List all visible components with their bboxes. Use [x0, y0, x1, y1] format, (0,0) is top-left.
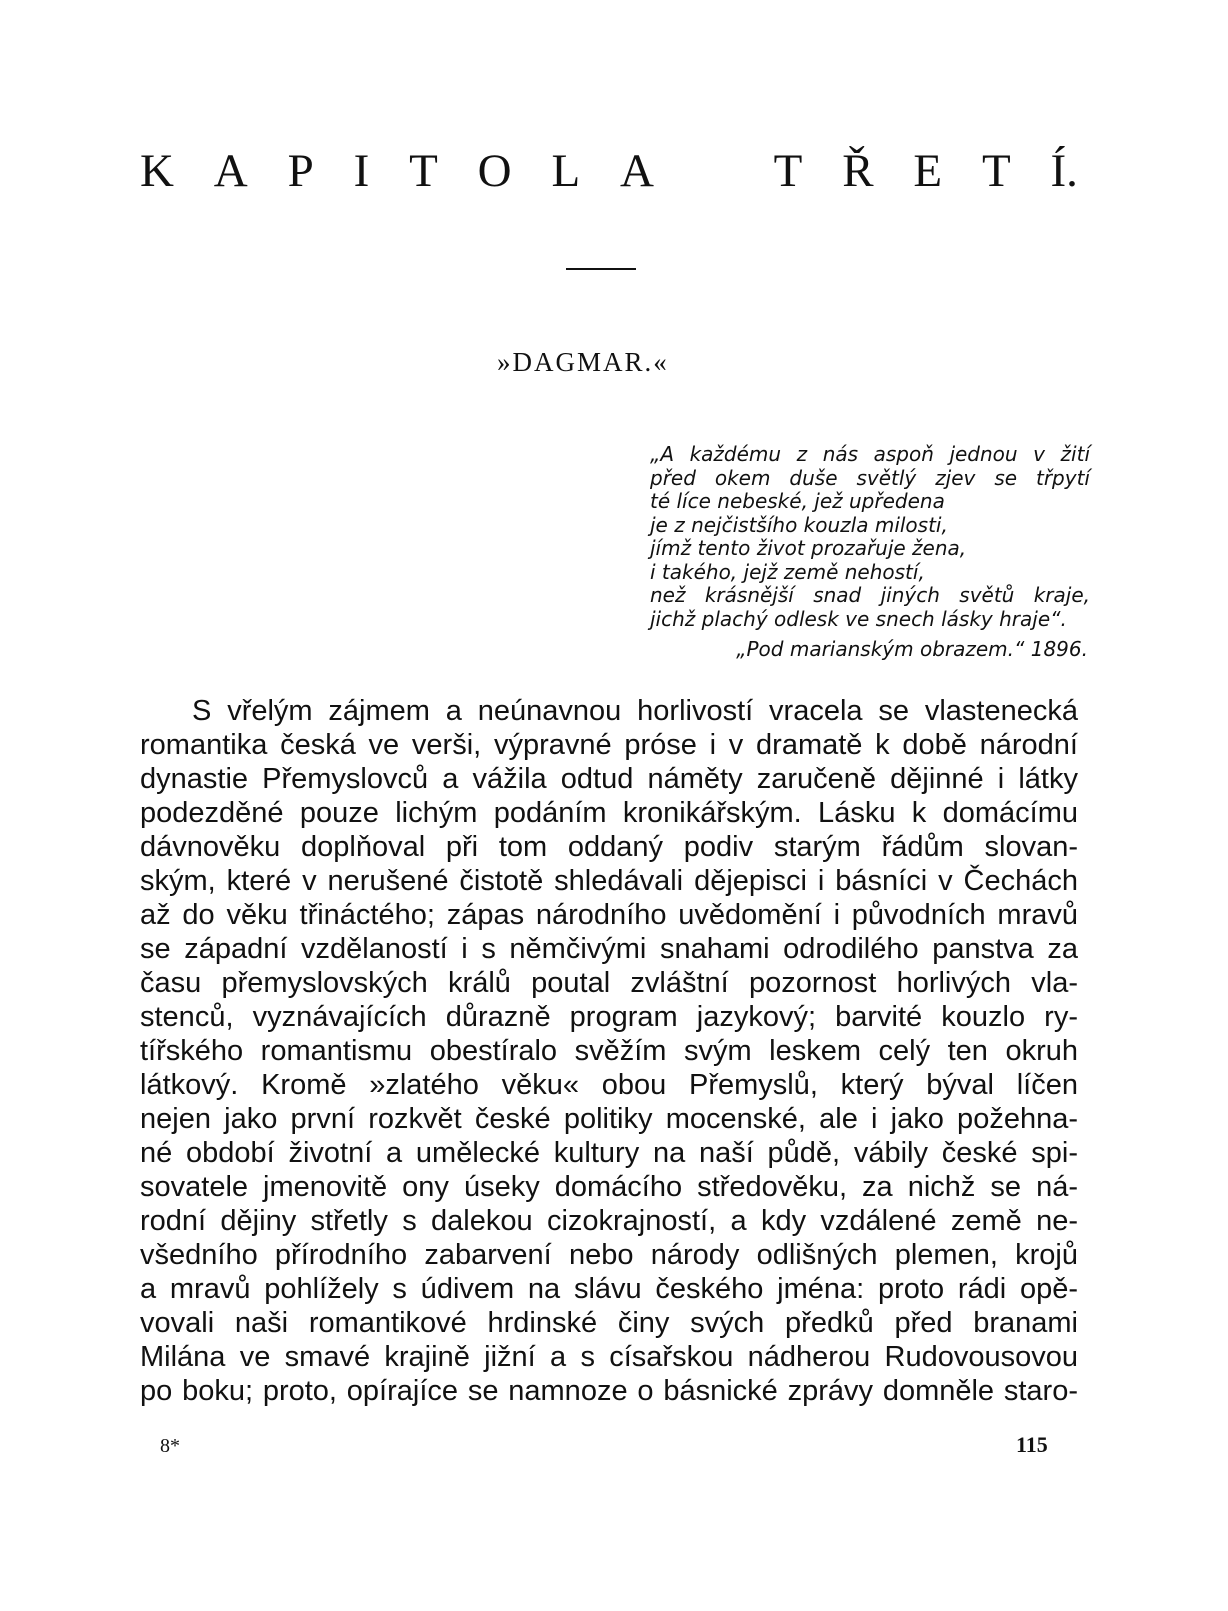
body-line: sovatele jmenovitě ony úseky domácího středověku, za nichž se ná-	[140, 1171, 1078, 1203]
body-line: času přemyslovských králů poutal zvláštní pozornost horlivých vla-	[140, 967, 1078, 999]
motto-line: „A každému z nás aspoň jednou v žití	[650, 442, 1090, 466]
chapter-title-letter: Í.	[1050, 145, 1078, 197]
body-line: a mravů pohlížely s údivem na slávu českého jména: proto rádi opě-	[140, 1273, 1078, 1305]
chapter-title-letter: P	[287, 145, 314, 197]
motto-line: i takého, jejž země nehostí,	[650, 559, 925, 584]
printer-signature: 8*	[160, 1435, 180, 1457]
chapter-title-gap	[694, 148, 734, 195]
chapter-title-letter: Ř	[842, 145, 874, 197]
chapter-title-letter: A	[620, 145, 654, 197]
motto-line: té líce nebeské, jež upředena	[650, 489, 945, 513]
motto-line: před okem duše světlý zjev se třpytí	[650, 465, 1090, 490]
motto-line: než krásnější snad jiných světů kraje,	[650, 583, 1090, 607]
body-line: podezděné pouze lichým podáním kronikářským. Lásku k domácímu	[140, 797, 1078, 829]
chapter-title-letter: A	[213, 145, 248, 197]
chapter-title-letter: K	[140, 145, 174, 197]
chapter-title-letter: T	[981, 145, 1011, 197]
body-line: až do věku třináctého; zápas národního uvědomění i původních mravů	[140, 899, 1078, 931]
body-line: látkový. Kromě »zlatého věku« obou Přemyslů, který býval líčen	[140, 1069, 1078, 1101]
body-line: né období životní a umělecké kultury na naší půdě, vábily české spi-	[140, 1137, 1078, 1169]
body-line: vovali naši romantikové hrdinské činy svých předků před branami	[140, 1307, 1078, 1339]
motto-line: je z nejčistšího kouzla milosti,	[650, 512, 948, 537]
body-line: stenců, vyznávajících důrazně program jazykový; barvité kouzlo ry-	[140, 1001, 1078, 1033]
body-line: všedního přírodního zabarvení nebo národy odlišných plemen, krojů	[140, 1239, 1078, 1271]
body-line: po boku; proto, opírajíce se namnoze o básnické zprávy domněle staro-	[140, 1375, 1078, 1407]
chapter-title-letter: I	[353, 145, 370, 197]
body-line: rodní dějiny střetly s dalekou cizokrajností, a kdy vzdálené země ne-	[140, 1205, 1078, 1237]
title-divider	[566, 268, 636, 270]
motto-epigraph	[650, 443, 1090, 662]
chapter-title-letter: T	[773, 145, 803, 197]
body-line: nejen jako první rozkvět české politiky mocenské, ale i jako požehna-	[140, 1103, 1078, 1135]
body-line: romantika česká ve verši, výpravné próse i v dramatě k době národní	[140, 729, 1078, 761]
body-line: dávnověku doplňoval při tom oddaný podiv starým řádům slovan-	[140, 831, 1078, 863]
section-title: »DAGMAR.«	[497, 347, 669, 377]
body-line: dynastie Přemyslovců a vážila odtud náměty zaručeně dějinné i látky	[140, 763, 1078, 795]
chapter-title-letter: L	[551, 145, 581, 197]
body-line: Milána ve smavé krajině jižní a s císařskou nádherou Rudovousovou	[140, 1341, 1078, 1373]
body-paragraph	[140, 694, 1078, 1408]
chapter-title-letter: T	[409, 145, 438, 197]
motto-source: „Pod marianským obrazem.“ 1896.	[736, 637, 1088, 661]
motto-line: jímž tento život prozařuje žena,	[650, 536, 967, 560]
body-line: tířského romantismu obestíralo svěžím svým leskem celý ten okruh	[140, 1035, 1078, 1067]
chapter-title-letter: O	[477, 145, 512, 197]
page-number: 115	[1016, 1432, 1048, 1457]
chapter-title	[140, 145, 1078, 197]
body-line: ským, které v nerušené čistotě shledávali dějepisci i básníci v Čechách	[140, 865, 1078, 897]
motto-line: jichž plachý odlesk ve snech lásky hraje“.	[650, 606, 1067, 631]
body-line: se západní vzdělaností i s němčivými snahami odrodilého panstva za	[140, 933, 1078, 965]
chapter-title-letter: E	[913, 145, 943, 197]
body-line: S vřelým zájmem a neúnavnou horlivostí vracela se vlastenecká	[192, 695, 1078, 727]
